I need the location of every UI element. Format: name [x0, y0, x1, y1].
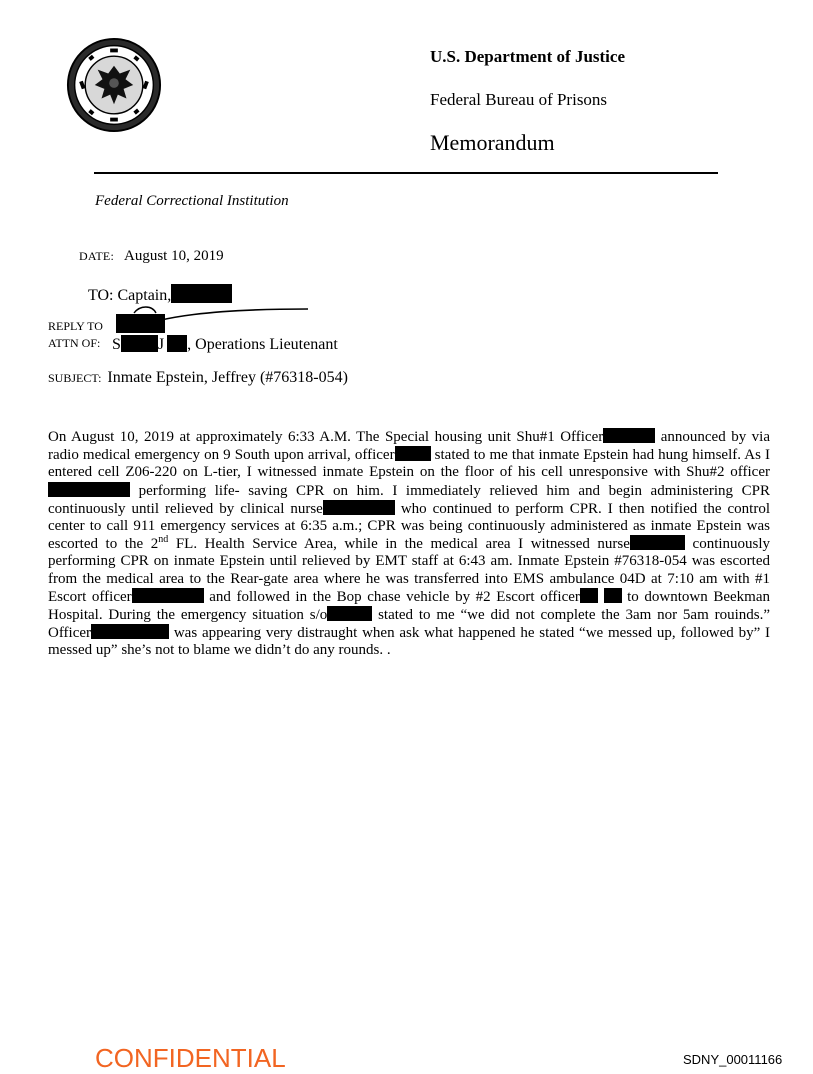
header-divider: [94, 172, 718, 174]
redaction-box: [603, 428, 655, 443]
redaction-box: [395, 446, 431, 461]
reply-to-block: [48, 318, 103, 352]
doj-bop-seal-icon: [66, 37, 162, 133]
body-text: stated to me “we did not complete the 3am nor 5am rouinds.” Officer: [48, 607, 770, 642]
bureau-name: Federal Bureau of Prisons: [430, 90, 608, 109]
date-label: DATE:: [79, 249, 114, 263]
redaction-box: [121, 335, 158, 352]
redaction-box: [323, 500, 395, 515]
date-row: [79, 248, 224, 265]
to-row: [88, 284, 232, 305]
to-text: TO: Captain,: [88, 287, 172, 304]
body-text: stated to me that inmate Epstein had hung himself. As I entered cell Z06-220 on L-tier, I witnessed inmate Epstein on the floor of his cell unresponsive with Shu#2 officer: [48, 447, 771, 481]
redaction-box: [167, 335, 187, 352]
redaction-box: [132, 588, 204, 603]
redaction-box: [48, 482, 130, 497]
body-text: and followed in the Bop chase vehicle by #2 Escort officer: [209, 588, 580, 605]
redaction-box: [327, 606, 372, 621]
department-name: U.S. Department of Justice: [430, 47, 625, 66]
bates-number: SDNY_00011166: [683, 1052, 783, 1067]
redaction-box: [630, 535, 685, 550]
subject-row: [48, 369, 348, 387]
body-text: performing life- saving CPR on him. I immediately relieved him and begin administering CPR continuously until relieved by clinical nurse: [48, 482, 770, 517]
attn-prefix: S: [112, 336, 121, 353]
subject-value: Inmate Epstein, Jeffrey (#76318-054): [107, 369, 348, 386]
body-text: announced by via radio medical emergency on 9 South upon arrival, officer: [48, 429, 770, 464]
body-text: continuously performing CPR on inmate Epstein until relieved by EMT staff at 6:43 am. Inmate Epstein #76318-054 was escorted from the medical area to the Rear-gate area where he was transferred into EMS ambulance 04D at 7:10 am with #1 Escort officer: [48, 536, 771, 605]
document-type: Memorandum: [430, 130, 555, 155]
body-text: FL. Health Service Area, while in the medical area I witnessed nurse: [175, 536, 630, 553]
handwritten-stroke: [130, 303, 310, 333]
superscript: nd: [158, 534, 169, 546]
attn-of-value: [112, 335, 338, 354]
confidential-stamp: CONFIDENTIAL: [95, 1043, 286, 1073]
redaction-box: [171, 284, 232, 303]
body-text: who continued to perform CPR. I then notified the control center to call 911 emergency services at 6:35 a.m.; CPR was being continuously administered as inmate Epstein was escorted to the 2: [48, 500, 771, 553]
attn-mid: J: [157, 336, 165, 353]
subject-label: SUBJECT:: [48, 371, 102, 385]
reply-to-label: REPLY TO: [48, 319, 103, 333]
redaction-box: [91, 624, 169, 639]
attn-title: , Operations Lieutenant: [187, 336, 338, 353]
redaction-box: [604, 588, 622, 603]
body-text: On August 10, 2019 at approximately 6:33 A.M. The Special housing unit Shu#1 Officer: [48, 429, 604, 445]
memo-body: [48, 428, 770, 660]
redaction-box: [580, 588, 598, 603]
body-text: was appearing very distraught when ask what happened he stated “we messed up, followed by” I messed up” she’s not to blame we didn’t do any rounds. .: [48, 625, 771, 659]
attn-of-label: ATTN OF:: [48, 336, 101, 350]
institution-name: Federal Correctional Institution: [95, 193, 289, 209]
date-value: August 10, 2019: [124, 248, 224, 264]
body-text: to downtown Beekman Hospital. During the emergency situation s/o: [48, 588, 770, 624]
